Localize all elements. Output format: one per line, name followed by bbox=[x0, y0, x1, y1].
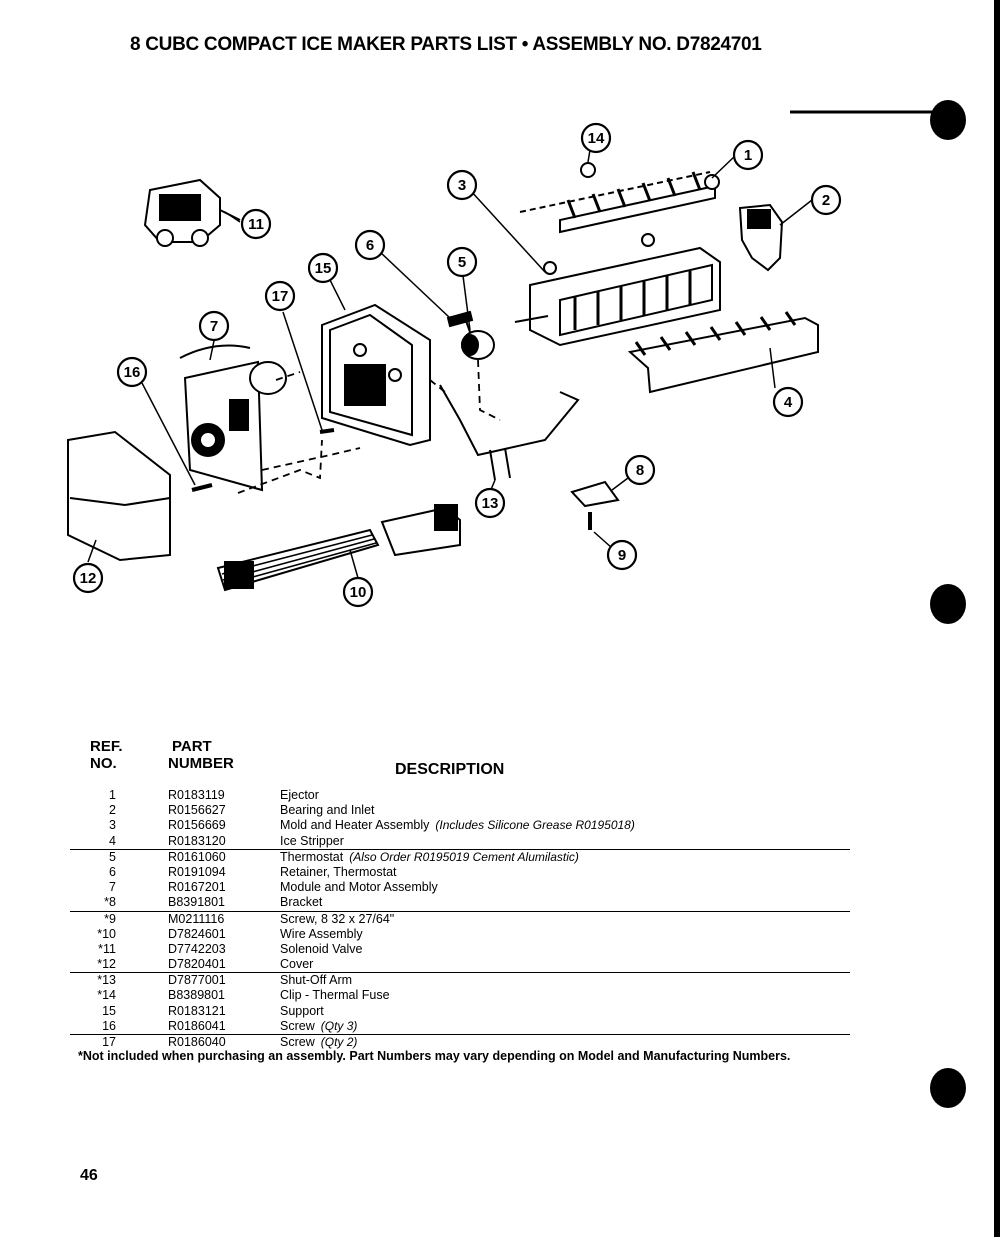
ref-no-cell: 6 bbox=[109, 864, 116, 879]
callout-5 bbox=[448, 248, 476, 276]
table-row bbox=[70, 818, 850, 833]
part-number-cell: B8389801 bbox=[168, 988, 226, 1003]
callout-3 bbox=[448, 171, 476, 199]
table-row bbox=[70, 880, 850, 895]
description-note: (Qty 2) bbox=[320, 1035, 358, 1049]
ref-no-cell: *8 bbox=[104, 895, 116, 910]
description-cell bbox=[280, 865, 397, 880]
svg-text:4: 4 bbox=[783, 394, 793, 411]
callout-4 bbox=[774, 388, 802, 416]
bracket-part bbox=[572, 482, 618, 506]
callout-9 bbox=[608, 541, 636, 569]
description-text: Ice Stripper bbox=[280, 833, 344, 848]
callout-15 bbox=[309, 254, 337, 282]
callout-12 bbox=[74, 564, 102, 592]
ref-no-cell: 3 bbox=[109, 818, 116, 833]
description-text: Wire Assembly bbox=[280, 926, 363, 941]
svg-text:7: 7 bbox=[209, 318, 219, 335]
table-row bbox=[70, 912, 850, 927]
table-row bbox=[70, 1019, 850, 1035]
ejector-part bbox=[520, 172, 719, 232]
shut-off-arm-part bbox=[440, 385, 578, 455]
ref-no-cell: 5 bbox=[109, 849, 116, 864]
mold-heater-part bbox=[515, 234, 720, 345]
description-cell bbox=[280, 788, 319, 803]
description-text: Screw bbox=[280, 1035, 315, 1049]
bearing-inlet-part bbox=[740, 205, 782, 270]
description-text: Support bbox=[280, 1003, 324, 1018]
part-number-cell: R0191094 bbox=[168, 864, 226, 879]
description-cell bbox=[280, 818, 635, 833]
part-number-cell: R0161060 bbox=[168, 849, 226, 864]
ref-no-cell: *9 bbox=[104, 911, 116, 926]
ref-no-cell: *12 bbox=[97, 957, 116, 972]
description-cell bbox=[280, 957, 313, 972]
svg-text:15: 15 bbox=[314, 260, 332, 277]
callout-11 bbox=[242, 210, 270, 238]
description-text: Solenoid Valve bbox=[280, 941, 363, 956]
svg-text:17: 17 bbox=[271, 288, 289, 305]
description-text: Retainer, Thermostat bbox=[280, 864, 397, 879]
ref-no-cell: *14 bbox=[97, 988, 116, 1003]
description-text: Bearing and Inlet bbox=[280, 803, 375, 818]
callout-17 bbox=[266, 282, 294, 310]
description-text: Bracket bbox=[280, 895, 323, 910]
description-text: Cover bbox=[280, 957, 314, 972]
part-number-cell: B8391801 bbox=[168, 895, 226, 910]
module-motor-part bbox=[180, 346, 286, 490]
description-cell bbox=[280, 942, 362, 957]
ref-no-cell: 1 bbox=[109, 788, 116, 802]
description-text: Shut-Off Arm bbox=[280, 973, 353, 988]
callout-14 bbox=[582, 124, 610, 152]
svg-text:16: 16 bbox=[123, 364, 141, 381]
table-row bbox=[70, 973, 850, 988]
description-cell bbox=[280, 895, 322, 910]
part-number-cell: D7742203 bbox=[168, 941, 226, 956]
part-number-cell: D7820401 bbox=[168, 957, 226, 972]
parts-table bbox=[70, 788, 850, 1050]
footnote: *Not included when purchasing an assembly. Part Numbers may vary depending on Model and Manufacturing Numbers. bbox=[78, 1049, 791, 1063]
description-cell bbox=[280, 1019, 357, 1034]
page-number: 46 bbox=[80, 1167, 98, 1184]
table-row bbox=[70, 788, 850, 803]
part-number-cell: R0183121 bbox=[168, 1003, 226, 1018]
table-row bbox=[70, 1004, 850, 1019]
description-header: DESCRIPTION bbox=[395, 761, 505, 778]
svg-text:13: 13 bbox=[481, 495, 499, 512]
description-text: Clip - Thermal Fuse bbox=[280, 988, 390, 1003]
ref-no-cell: 7 bbox=[109, 880, 116, 895]
table-row bbox=[70, 988, 850, 1003]
svg-text:2: 2 bbox=[821, 192, 831, 209]
callout-2 bbox=[812, 186, 840, 214]
description-cell bbox=[280, 850, 579, 865]
description-cell bbox=[280, 1004, 324, 1019]
svg-text:3: 3 bbox=[457, 177, 467, 194]
cover-part bbox=[68, 432, 170, 560]
description-text: Mold and Heater Assembly bbox=[280, 818, 430, 833]
wire-assembly-part bbox=[218, 505, 460, 590]
description-note: (Includes Silicone Grease R0195018) bbox=[435, 818, 635, 833]
description-text: Screw bbox=[280, 1018, 315, 1033]
svg-text:11: 11 bbox=[248, 216, 264, 233]
ref-no-cell: 2 bbox=[109, 803, 116, 818]
description-cell bbox=[280, 880, 438, 895]
part-number-cell: R0156627 bbox=[168, 803, 226, 818]
ref-no-cell: 16 bbox=[102, 1018, 116, 1033]
description-text: Module and Motor Assembly bbox=[280, 880, 438, 895]
svg-text:14: 14 bbox=[587, 130, 605, 147]
description-cell bbox=[280, 973, 352, 988]
table-row bbox=[70, 850, 850, 865]
callout-1 bbox=[734, 141, 762, 169]
description-cell bbox=[280, 988, 390, 1003]
part-number-cell: R0183119 bbox=[168, 788, 225, 802]
description-cell bbox=[280, 834, 344, 849]
callout-16 bbox=[118, 358, 146, 386]
description-cell bbox=[280, 912, 394, 927]
callout-6 bbox=[356, 231, 384, 259]
table-row bbox=[70, 834, 850, 850]
description-note: (Also Order R0195019 Cement Alumilastic) bbox=[349, 849, 579, 864]
callout-7 bbox=[200, 312, 228, 340]
part-number-cell: R0186041 bbox=[168, 1018, 226, 1033]
svg-text:6: 6 bbox=[365, 237, 375, 254]
callout-13 bbox=[476, 489, 504, 517]
description-note: (Qty 3) bbox=[320, 1018, 358, 1033]
table-row bbox=[70, 895, 850, 911]
description-text: Screw, 8 32 x 27/64" bbox=[280, 911, 395, 926]
part-number-cell: R0186040 bbox=[168, 1035, 226, 1049]
part-number-cell: D7877001 bbox=[168, 973, 226, 988]
thermal-fuse-clip-part bbox=[581, 163, 595, 177]
ref-no-cell: *13 bbox=[97, 973, 116, 988]
part-number-cell: D7824601 bbox=[168, 926, 226, 941]
ref-no-header: REF. NO. bbox=[90, 738, 123, 772]
part-number-cell: M0211116 bbox=[168, 911, 225, 926]
ref-no-cell: *11 bbox=[98, 941, 116, 956]
svg-text:1: 1 bbox=[743, 147, 753, 164]
ref-no-cell: 17 bbox=[102, 1035, 116, 1049]
ref-no-cell: 15 bbox=[102, 1003, 116, 1018]
svg-text:10: 10 bbox=[349, 584, 367, 601]
svg-text:9: 9 bbox=[617, 547, 627, 564]
table-row bbox=[70, 865, 850, 880]
part-number-cell: R0167201 bbox=[168, 880, 226, 895]
part-number-header: PART NUMBER bbox=[168, 738, 234, 772]
punch-hole bbox=[930, 1068, 966, 1108]
support-part bbox=[322, 305, 430, 445]
ref-no-cell: 4 bbox=[109, 833, 116, 848]
ref-no-cell: *10 bbox=[97, 926, 116, 941]
table-row bbox=[70, 803, 850, 818]
svg-text:8: 8 bbox=[635, 462, 645, 479]
description-text: Ejector bbox=[280, 788, 319, 802]
svg-text:5: 5 bbox=[457, 254, 467, 271]
description-cell bbox=[280, 803, 375, 818]
table-row bbox=[70, 927, 850, 942]
table-row bbox=[70, 957, 850, 973]
part-number-cell: R0183120 bbox=[168, 833, 226, 848]
description-cell bbox=[280, 927, 363, 942]
table-row bbox=[70, 942, 850, 957]
description-text: Thermostat bbox=[280, 849, 344, 864]
page-title: 8 CUBC COMPACT ICE MAKER PARTS LIST • ASSEMBLY NO. D7824701 bbox=[130, 34, 762, 55]
callout-8 bbox=[626, 456, 654, 484]
callout-10 bbox=[344, 578, 372, 606]
part-number-cell: R0156669 bbox=[168, 818, 226, 833]
thermostat-part bbox=[462, 318, 494, 359]
svg-text:12: 12 bbox=[79, 570, 97, 587]
